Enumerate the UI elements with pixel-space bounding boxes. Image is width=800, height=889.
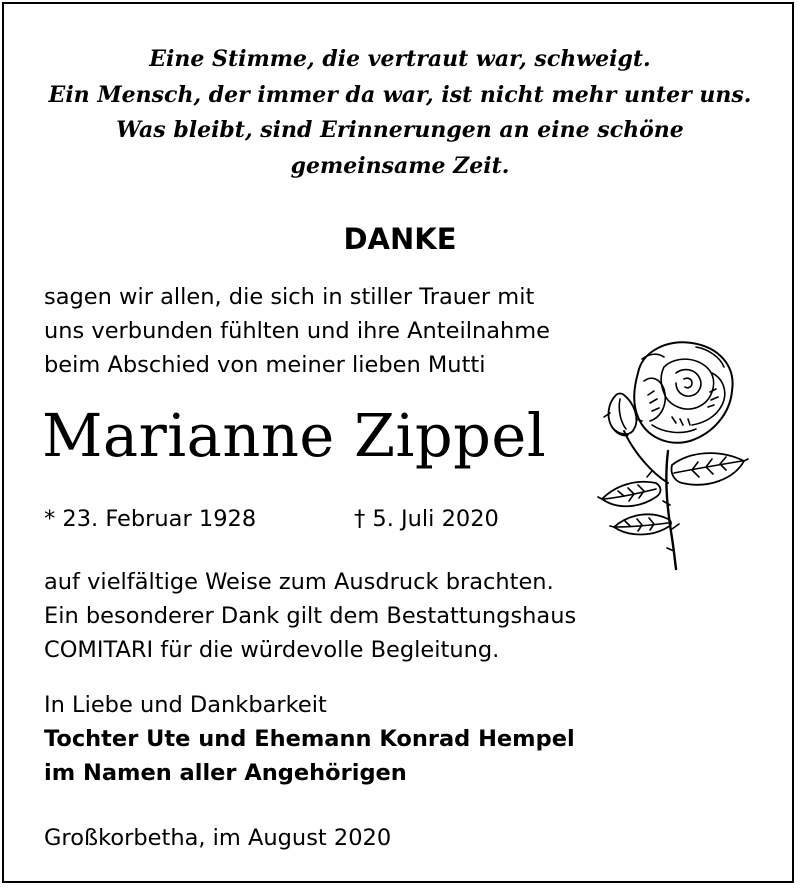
birth-date: * 23. Februar 1928 — [44, 506, 257, 532]
signer-line: im Namen aller Angehörigen — [44, 760, 407, 786]
quote-line: gemeinsame Zeit. — [290, 152, 510, 179]
signer-line: Tochter Ute und Ehemann Konrad Hempel — [44, 726, 575, 752]
intro-line: sagen wir allen, die sich in stiller Trauer mit — [44, 284, 535, 310]
intro-text — [44, 280, 550, 382]
quote-line: Ein Mensch, der immer da war, ist nicht mehr unter uns. — [48, 81, 752, 108]
closing-greeting: In Liebe und Dankbarkeit — [44, 692, 327, 718]
intro-line: uns verbunden fühlten und ihre Anteilnahme — [44, 318, 551, 344]
deceased-name: Marianne Zippel — [42, 401, 547, 470]
thanks-text — [44, 565, 576, 667]
rose-icon — [572, 333, 754, 571]
memorial-quote — [0, 42, 800, 184]
closing-signature — [44, 688, 575, 790]
life-dates — [44, 502, 564, 536]
thanks-line: COMITARI für die würdevolle Begleitung. — [44, 637, 500, 663]
death-date: † 5. Juli 2020 — [354, 506, 499, 532]
quote-line: Eine Stimme, die vertraut war, schweigt. — [149, 46, 651, 72]
thanks-line: auf vielfältige Weise zum Ausdruck brachten. — [44, 569, 554, 595]
intro-line: beim Abschied von meiner lieben Mutti — [44, 352, 486, 378]
thanks-line: Ein besonderer Dank gilt dem Bestattungshaus — [44, 603, 577, 629]
heading-danke: DANKE — [343, 222, 457, 256]
quote-line: Was bleibt, sind Erinnerungen an eine schöne — [116, 117, 684, 143]
place-and-date: Großkorbetha, im August 2020 — [44, 825, 392, 851]
